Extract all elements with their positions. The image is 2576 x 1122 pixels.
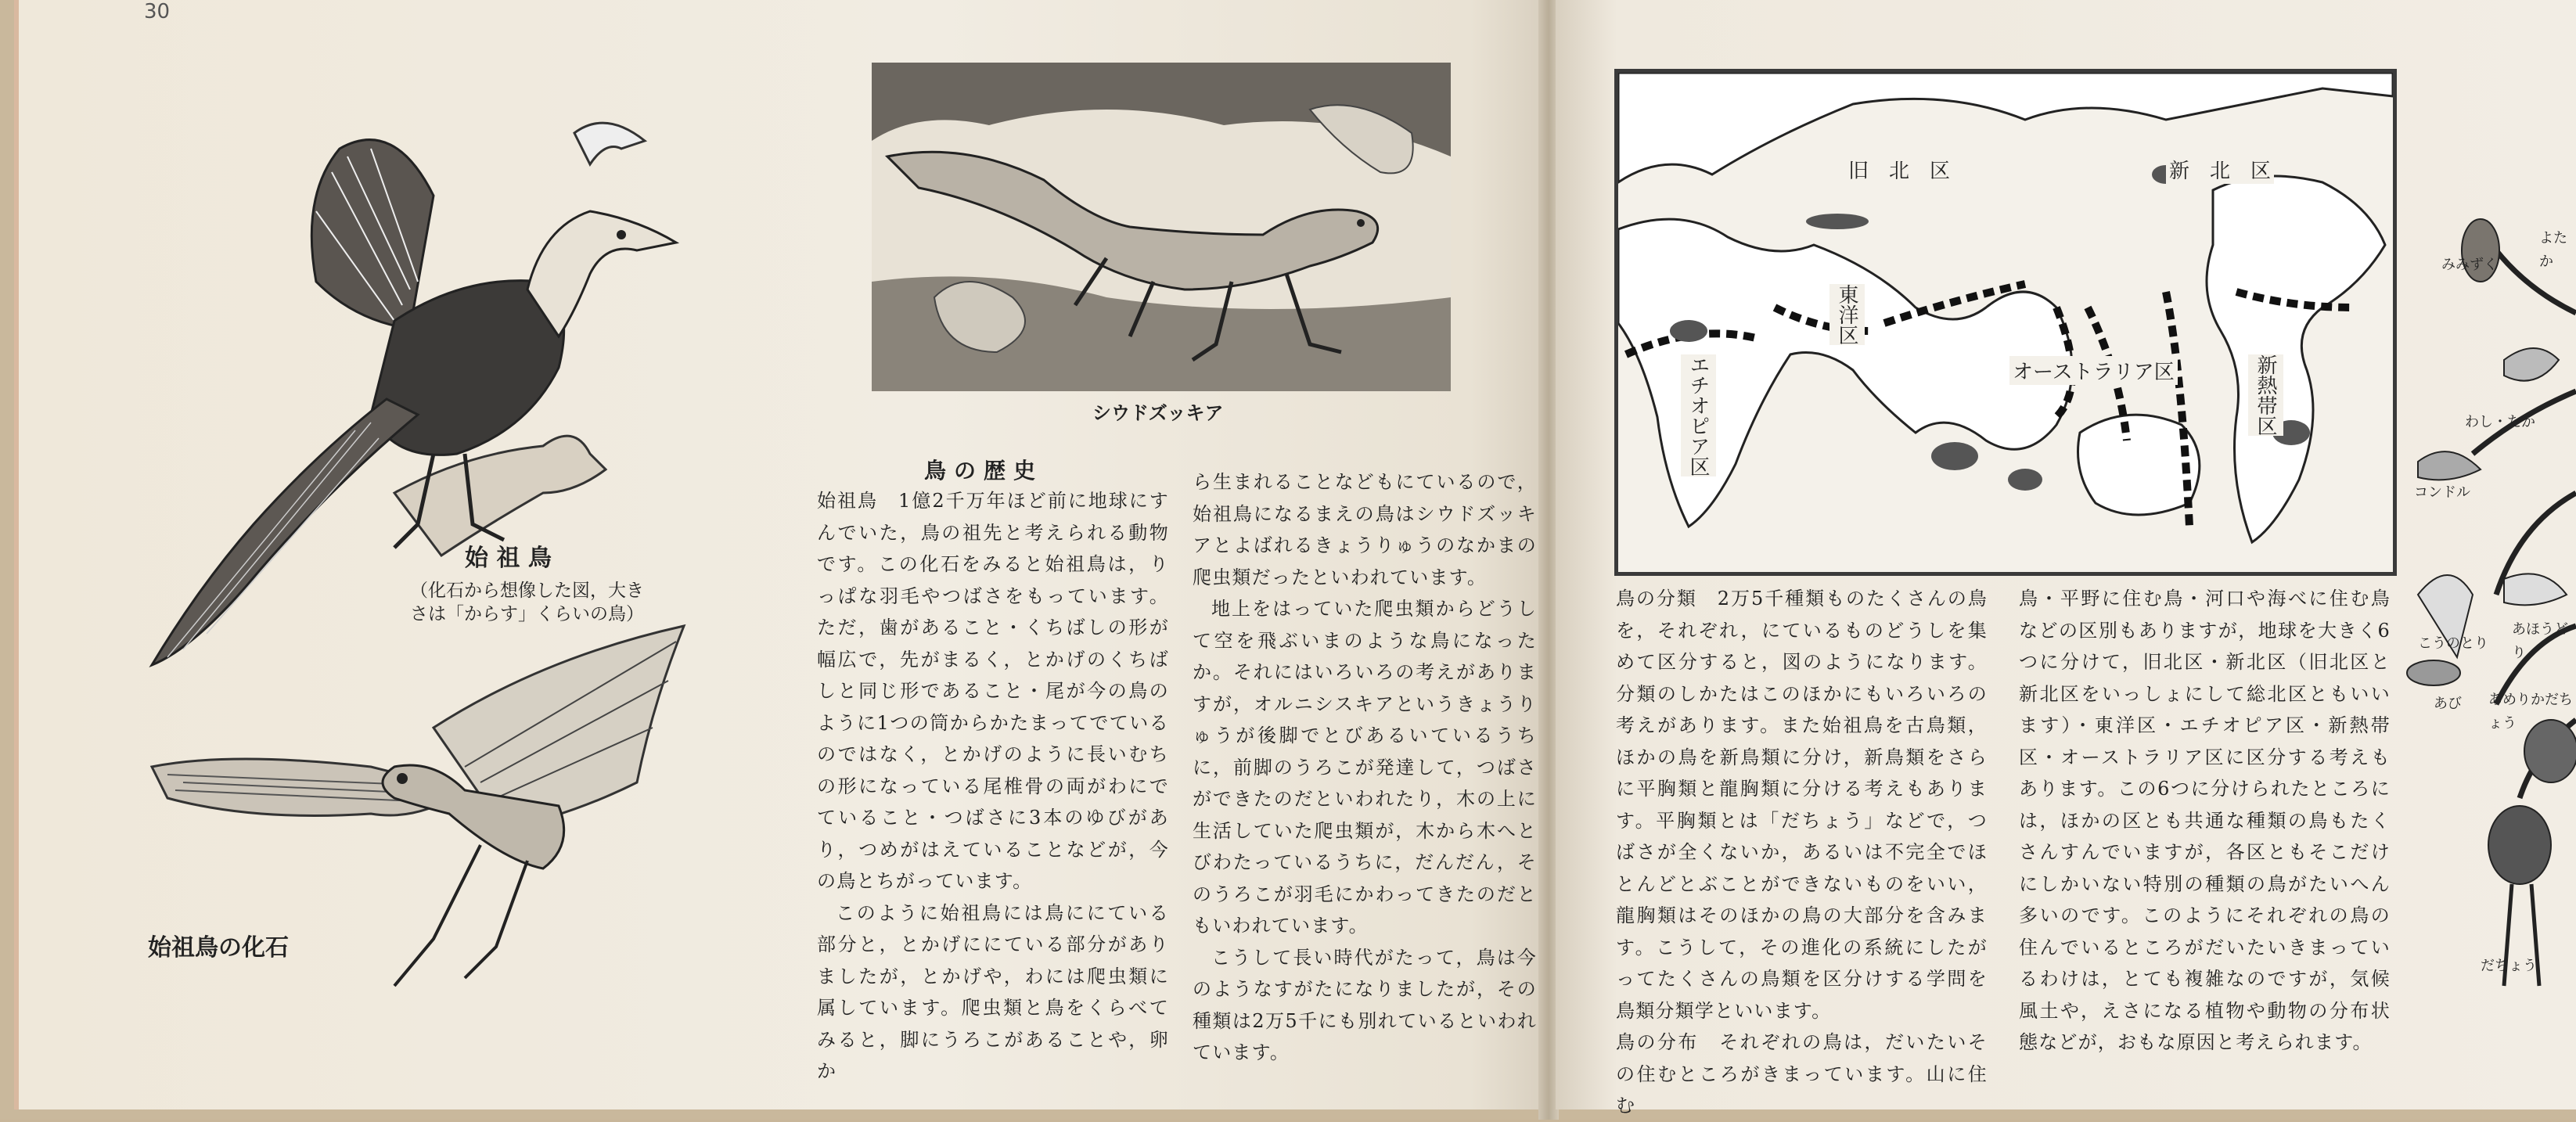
tree-label: あめりかだちょう	[2488, 692, 2573, 732]
tree-label: あほうどり	[2512, 621, 2568, 661]
paragraph: 鳥の分類 2万5千種類ものたくさんの鳥を，それぞれ，にているものどうしを集めて区分すると，図のようになります。分類のしかたはこのほかにもいろいろの考えがあります。また始祖鳥を古鳥類，ほかの鳥を新鳥類に分け，新鳥類をさらに平胸類と龍胸類に分ける考えもあります。平胸類とは「だちょう」などで，つばさが全くないか，あるいは不完全でほとんどとぶことができないものをいい，龍胸類はそのほかの鳥の大部分を含みます。こうして，その進化の系統にしたがってたくさんの鳥類を区分けする学問を鳥類分類学といいます。	[1616, 588, 1988, 1022]
map-label-oriental: 東洋区	[1829, 284, 1865, 345]
map-label-neotropical: 新熱帯区	[2248, 354, 2283, 436]
zoogeographic-map	[1614, 69, 2397, 576]
tree-label: あび	[2434, 696, 2462, 712]
map-label-ethiopian: エチオピア区	[1681, 354, 1716, 476]
paragraph: 地上をはっていた爬虫類からどうして空を飛ぶいまのような鳥になったか。それにはいろいろの考えがありますが，オルニシスキアというきょうりゅうが後脚でとびあるいているうちに，前脚のうろこが発達して，つばさができたのだといわれたり，木の上に生活していた爬虫類が，木から木へとびわたっているうちに，だんだん，そのうろこが羽毛にかわってきたのだともいわれています。	[1193, 598, 1537, 937]
paragraph: こうして長い時代がたって，鳥は今のようなすがたになりましたが，その種類は2万5千にも別れているといわれています。	[1193, 946, 1537, 1063]
tree-label: わし・たか	[2465, 414, 2535, 430]
world-map-outline	[1618, 73, 2393, 572]
fossil-caption: 始祖鳥の化石	[148, 934, 289, 962]
left-text-column-1	[817, 485, 1169, 1088]
page-number: 30	[144, 0, 171, 23]
pseudosuchia-illustration	[872, 63, 1451, 391]
tree-label: よたか	[2539, 230, 2567, 270]
archaeopteryx-note: （化石から想像した図，大き さは「からす」くらいの鳥）	[410, 581, 644, 624]
tree-label: だちょう	[2481, 958, 2537, 974]
paragraph: 始祖鳥 1億2千万年ほど前に地球にすんでいた，鳥の祖先と考えられる動物です。この化石をみると始祖鳥は，りっぱな羽毛やつばさをもっています。ただ，歯があること・くちばしの形が幅広で，先がまるく，とかげのくちばしと同じ形であること・尾が今の鳥のように1つの筒からかたまってでているのではなく，とかげのように長いむちの形になっている尾椎骨の両がわにでていること・つばさに3本のゆびがあり，つめがはえていることなどが，今の鳥とちがっています。	[817, 490, 1169, 892]
tree-label: みみずく	[2441, 257, 2498, 273]
left-page	[14, 0, 1546, 1109]
tree-label: コンドル	[2414, 484, 2470, 501]
map-label-palearctic: 旧 北 区	[1845, 155, 1953, 184]
map-label-nearctic: 新 北 区	[2166, 155, 2274, 184]
left-text-column-2	[1193, 466, 1537, 1069]
tree-label: こうのとり	[2418, 635, 2488, 652]
pseudosuchia-caption: シウドズッキア	[1092, 402, 1224, 424]
archaeopteryx-caption: 始 祖 鳥	[465, 545, 552, 572]
section-heading: 鳥の歴史	[924, 458, 1044, 484]
classification-tree	[2402, 156, 2576, 1017]
paragraph: 鳥の分布 それぞれの鳥は，だいたいその住むところがきまっています。山に住む	[1616, 1031, 1988, 1117]
paragraph: このように始祖鳥には鳥ににている部分と，とかげににている部分がありましたが，とかげや，わには爬虫類に属しています。爬虫類と鳥をくらべてみると，脚にうろこがあることや，卵か	[817, 901, 1169, 1082]
map-label-australian: オーストラリア区	[2009, 356, 2178, 385]
right-text-column-2	[2019, 583, 2391, 1059]
right-text-column-1	[1616, 583, 1988, 1122]
paragraph: ら生まれることなどもにているので，始祖鳥になるまえの鳥はシウドズッキアとよばれるきょうりゅうのなかまの爬虫類だったといわれています。	[1193, 471, 1537, 588]
paragraph: 鳥・平野に住む鳥・河口や海べに住む鳥などの区別もありますが，地球を大きく6つに分けて，旧北区・新北区（旧北区と新北区をいっしょにして総北区ともいいます）・東洋区・エチオピア区・新熱帯区・オーストラリア区に区分する考えもあります。この6つに分けられたところには，ほかの区とも共通な種類の鳥もたくさんすんでいますが，各区ともそこだけにしかいない特別の種類の鳥がたいへん多いのです。このようにそれぞれの鳥の住んでいるところがだいたいきまっているわけは，とても複雑なのですが，気候風土や，えさになる植物や動物の分布状態などが，おもな原因と考えられます。	[2019, 588, 2391, 1053]
